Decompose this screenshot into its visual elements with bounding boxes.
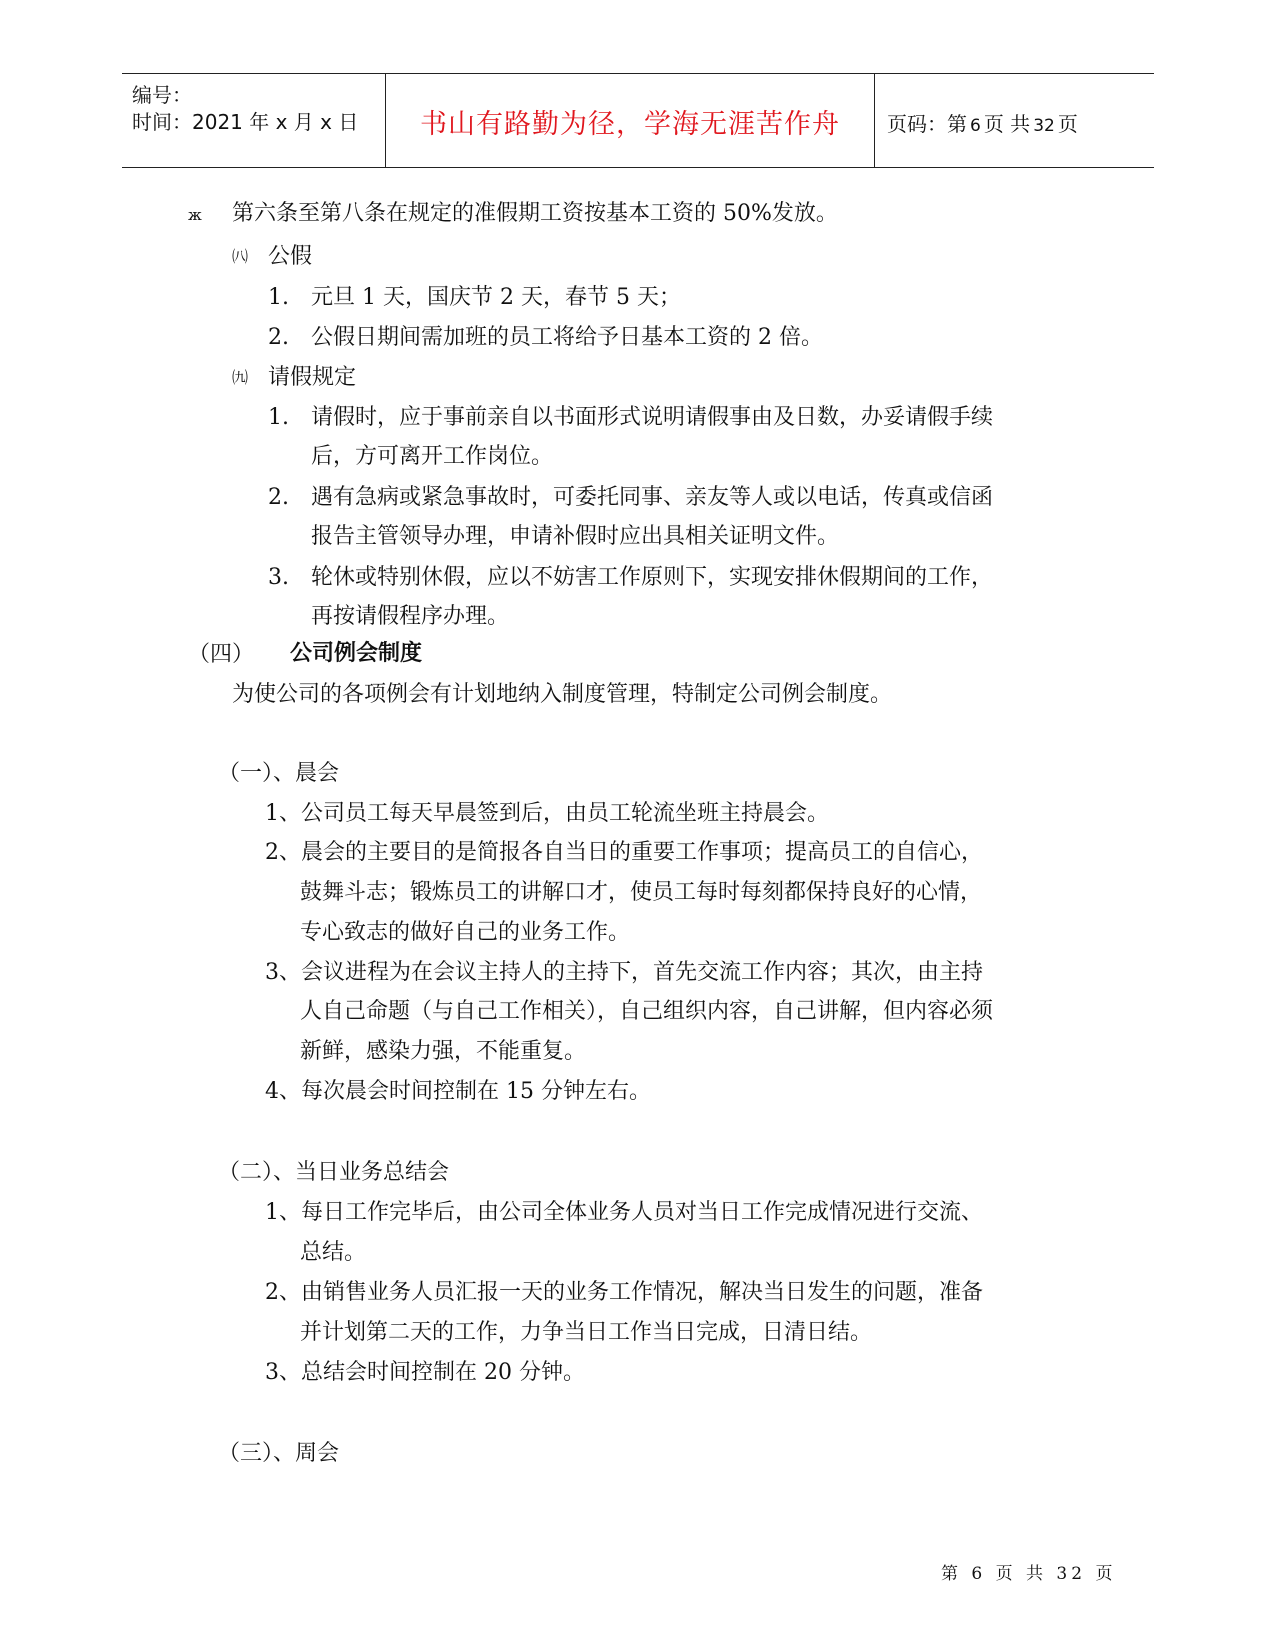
list-item: 1、公司员工每天早晨签到后，由员工轮流坐班主持晨会。 xyxy=(265,801,829,826)
list-item: 请假时，应于事前亲自以书面形式说明请假事由及日数，办妥请假手续 xyxy=(311,405,994,430)
section-title-leave-rules: 请假规定 xyxy=(268,365,357,390)
list-item: 公假日期间需加班的员工将给予日基本工资的 2 倍。 xyxy=(311,325,823,350)
page-label: 页码：第 xyxy=(887,112,967,136)
header-motto-cell xyxy=(386,74,875,167)
section-heading: 公司例会制度 xyxy=(290,641,423,666)
list-item-continued: 鼓舞斗志；锻炼员工的讲解口才，使员工每时每刻都保持良好的心情， xyxy=(300,880,983,905)
header-page-cell xyxy=(875,74,1154,167)
bullet-symbol: ж xyxy=(188,206,202,224)
list-item: 1、每日工作完毕后，由公司全体业务人员对当日工作完成情况进行交流、 xyxy=(265,1200,983,1225)
list-item-continued: 专心致志的做好自己的业务工作。 xyxy=(300,920,631,945)
section-mark-8: ㈧ xyxy=(232,247,249,266)
list-item-continued: 报告主管领导办理，申请补假时应出具相关证明文件。 xyxy=(311,524,840,549)
subsection-title-daily-summary: （二）、当日业务总结会 xyxy=(218,1160,450,1185)
header-meta-cell xyxy=(122,74,386,167)
page-total: 32 xyxy=(1033,116,1055,136)
subsection-title-weekly-meeting: （三）、周会 xyxy=(218,1441,340,1466)
list-item-continued: 新鲜，感染力强，不能重复。 xyxy=(300,1039,587,1064)
list-item-continued: 人自己命题（与自己工作相关），自己组织内容，自己讲解，但内容必须 xyxy=(300,999,994,1024)
section-title-public-holiday: 公假 xyxy=(268,244,313,269)
page-footer: 第 6 页 共 32 页 xyxy=(941,1564,1117,1584)
list-item-continued: 总结。 xyxy=(300,1240,367,1265)
list-item-continued: 再按请假程序办理。 xyxy=(311,604,510,629)
list-item: 3、会议进程为在会议主持人的主持下，首先交流工作内容；其次，由主持 xyxy=(265,960,983,985)
list-number: 1. xyxy=(268,405,289,430)
list-item-continued: 并计划第二天的工作，力争当日工作当日完成，日清日结。 xyxy=(300,1320,873,1345)
list-item: 2、由销售业务人员汇报一天的业务工作情况，解决当日发生的问题，准备 xyxy=(265,1280,983,1305)
list-item: 遇有急病或紧急事故时，可委托同事、亲友等人或以电话，传真或信函 xyxy=(311,485,994,510)
document-time-label: 时间：2021 年 x 月 x 日 xyxy=(132,110,359,134)
list-number: 3. xyxy=(268,565,289,590)
list-number: 2. xyxy=(268,485,289,510)
page-end-label: 页 xyxy=(1057,112,1078,136)
header-motto: 书山有路勤为径，学海无涯苦作舟 xyxy=(420,109,840,140)
list-item: 2、晨会的主要目的是简报各自当日的重要工作事项；提高员工的自信心， xyxy=(265,840,983,865)
section-mark-4: （四） xyxy=(188,642,255,667)
list-item: 轮休或特别休假，应以不妨害工作原则下，实现安排休假期间的工作， xyxy=(311,565,994,590)
list-item: 元旦 1 天，国庆节 2 天，春节 5 天； xyxy=(311,285,681,310)
subsection-title-morning-meeting: （一）、晨会 xyxy=(218,761,340,786)
section-mark-9: ㈨ xyxy=(232,368,249,387)
section-intro: 为使公司的各项例会有计划地纳入制度管理，特制定公司例会制度。 xyxy=(232,682,893,707)
list-number: 1. xyxy=(268,285,289,310)
page-header xyxy=(122,73,1154,168)
list-item: 4、每次晨会时间控制在 15 分钟左右。 xyxy=(265,1079,651,1104)
list-number: 2. xyxy=(268,325,289,350)
document-number-label: 编号： xyxy=(132,83,192,107)
list-item-continued: 后，方可离开工作岗位。 xyxy=(311,444,554,469)
page-mid-label: 页 共 xyxy=(983,112,1031,136)
header-page-info xyxy=(887,108,1078,137)
page-current: 6 xyxy=(970,116,981,136)
paragraph-line: 第六条至第八条在规定的准假期工资按基本工资的 50%发放。 xyxy=(232,201,838,226)
list-item: 3、总结会时间控制在 20 分钟。 xyxy=(265,1360,585,1385)
